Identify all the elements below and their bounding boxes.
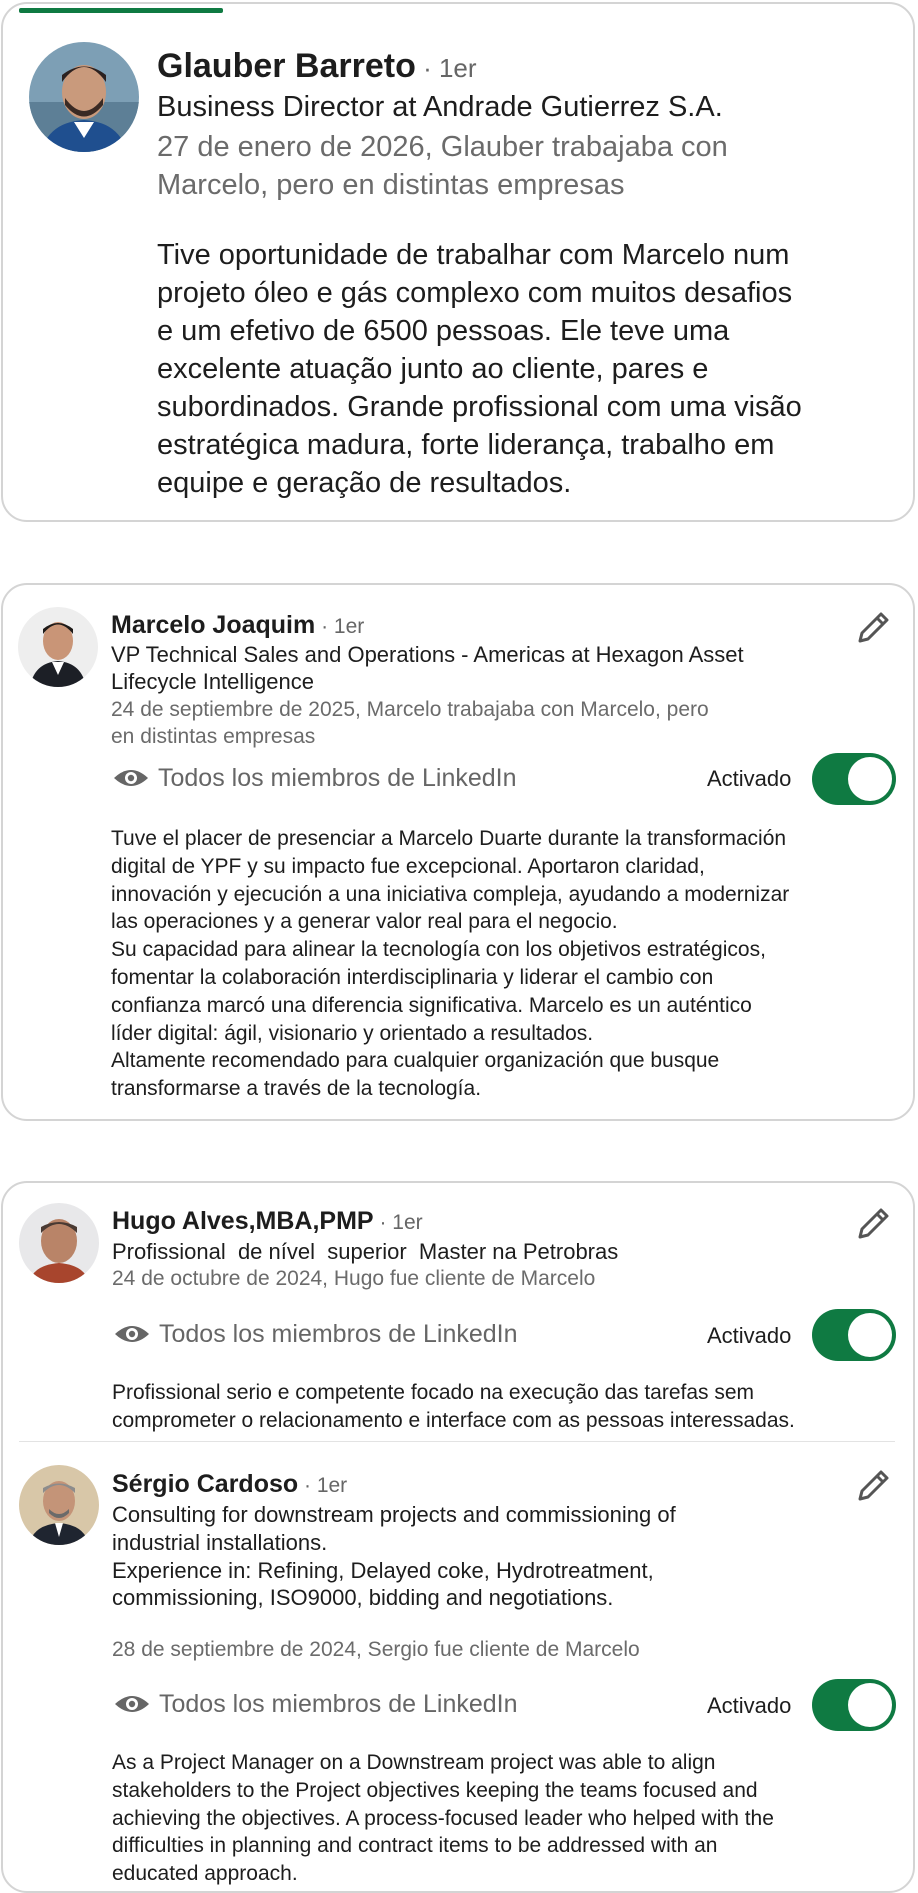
eye-icon bbox=[113, 1692, 151, 1716]
avatar[interactable] bbox=[19, 1203, 99, 1283]
visibility-label: Todos los miembros de LinkedIn bbox=[159, 1319, 518, 1348]
toggle-knob bbox=[848, 1313, 892, 1357]
visibility-toggle[interactable] bbox=[812, 1309, 896, 1361]
recommendation-card bbox=[1, 2, 915, 522]
avatar[interactable] bbox=[29, 42, 139, 152]
status-label: Activado bbox=[707, 1693, 792, 1718]
eye-icon bbox=[112, 766, 150, 790]
recommendation-card bbox=[1, 583, 915, 1121]
toggle-knob bbox=[848, 757, 892, 801]
eye-icon bbox=[113, 1322, 151, 1346]
recommendation-date: 27 de enero de 2026, Glauber trabajaba con Marcelo, pero en distintas empresas bbox=[157, 131, 728, 201]
visibility-toggle[interactable] bbox=[812, 1679, 896, 1731]
recommender-name[interactable]: Marcelo Joaquim bbox=[111, 611, 316, 639]
recommendation-card bbox=[1, 1181, 915, 1893]
recommender-name[interactable]: Glauber Barreto bbox=[157, 47, 416, 85]
recommender-headline: Profissional de nível superior Master na Petrobras bbox=[112, 1239, 619, 1264]
progress-bar bbox=[19, 8, 899, 13]
recommendation-text: Tive oportunidade de trabalhar com Marcelo num projeto óleo e gás complexo com muitos desafios e um efetivo de 6500 pessoas. Ele teve uma excelente atuação junto ao cliente, pares e subordinados. Grande profissional com uma visão estratégica madura, forte liderança, trabalho em equipe e geração de resultados. bbox=[157, 239, 802, 499]
edit-button[interactable] bbox=[854, 607, 894, 647]
connection-degree: · 1er bbox=[298, 1474, 348, 1497]
recommendation-text: Tuve el placer de presenciar a Marcelo Duarte durante la transformación digital de YPF y su impacto fue excepcional. Aportaron claridad, innovación y ejecución a una iniciativa compleja, ayudando a modernizar las operaciones y a generar valor real para el negocio. Su capacidad para alinear la tecnología con los objetivos estratégicos, fomentar la colaboración interdisciplinaria y liderar el cambio con confianza marcó una diferencia significativa. Marcelo es un auténtico líder digital: ágil, visionario y orientado a resultados. Altamente recomendado para cualquier organización que busque transformarse a través de la tecnología. bbox=[111, 827, 790, 1101]
recommender-name-line bbox=[112, 1205, 423, 1239]
visibility-label: Todos los miembros de LinkedIn bbox=[158, 763, 517, 792]
pencil-icon bbox=[854, 607, 894, 647]
recommender-name-line bbox=[111, 609, 364, 643]
recommender-headline: Business Director at Andrade Gutierrez S.A. bbox=[157, 91, 723, 123]
visibility-row bbox=[112, 763, 517, 793]
recommendation-text: As a Project Manager on a Downstream project was able to align stakeholders to the Project objectives keeping the teams focused and achieving the objectives. A process-focused leader who helped with the difficulties in planning and contract items to be addressed with an educated approach. bbox=[112, 1751, 774, 1886]
pencil-icon bbox=[854, 1203, 894, 1243]
connection-degree: · 1er bbox=[315, 615, 365, 638]
visibility-row bbox=[113, 1319, 518, 1349]
status-label: Activado bbox=[707, 766, 792, 791]
recommendation-text: Profissional serio e competente focado na execução das tarefas sem comprometer o relacionamento e interface com as pessoas interessadas. bbox=[112, 1381, 795, 1432]
edit-button[interactable] bbox=[854, 1465, 894, 1505]
recommender-name[interactable]: Sérgio Cardoso bbox=[112, 1470, 299, 1498]
visibility-label: Todos los miembros de LinkedIn bbox=[159, 1689, 518, 1718]
recommendation-date: 24 de septiembre de 2025, Marcelo trabajaba con Marcelo, pero en distintas empresas bbox=[111, 698, 709, 748]
recommender-headline: Consulting for downstream projects and commissioning of industrial installations. Experience in: Refining, Delayed coke, Hydrotreatment, commissioning, ISO9000, bidding and negotiations. bbox=[112, 1502, 676, 1611]
avatar[interactable] bbox=[18, 607, 98, 687]
connection-degree: · 1er bbox=[415, 53, 477, 83]
recommender-headline: VP Technical Sales and Operations - Americas at Hexagon Asset Lifecycle Intelligence bbox=[111, 642, 744, 694]
visibility-toggle[interactable] bbox=[812, 753, 896, 805]
connection-degree: · 1er bbox=[373, 1211, 423, 1234]
avatar[interactable] bbox=[19, 1465, 99, 1545]
recommendation-date: 24 de octubre de 2024, Hugo fue cliente de Marcelo bbox=[112, 1267, 596, 1290]
status-label: Activado bbox=[707, 1323, 792, 1348]
recommender-name-line bbox=[112, 1468, 347, 1502]
divider bbox=[19, 1441, 895, 1442]
recommender-name-line bbox=[157, 44, 477, 90]
edit-button[interactable] bbox=[854, 1203, 894, 1243]
toggle-knob bbox=[848, 1683, 892, 1727]
pencil-icon bbox=[854, 1465, 894, 1505]
recommender-name[interactable]: Hugo Alves,MBA,PMP bbox=[112, 1207, 374, 1235]
visibility-row bbox=[113, 1689, 518, 1719]
recommendation-date: 28 de septiembre de 2024, Sergio fue cliente de Marcelo bbox=[112, 1638, 640, 1661]
progress-bar-fill bbox=[19, 8, 223, 13]
